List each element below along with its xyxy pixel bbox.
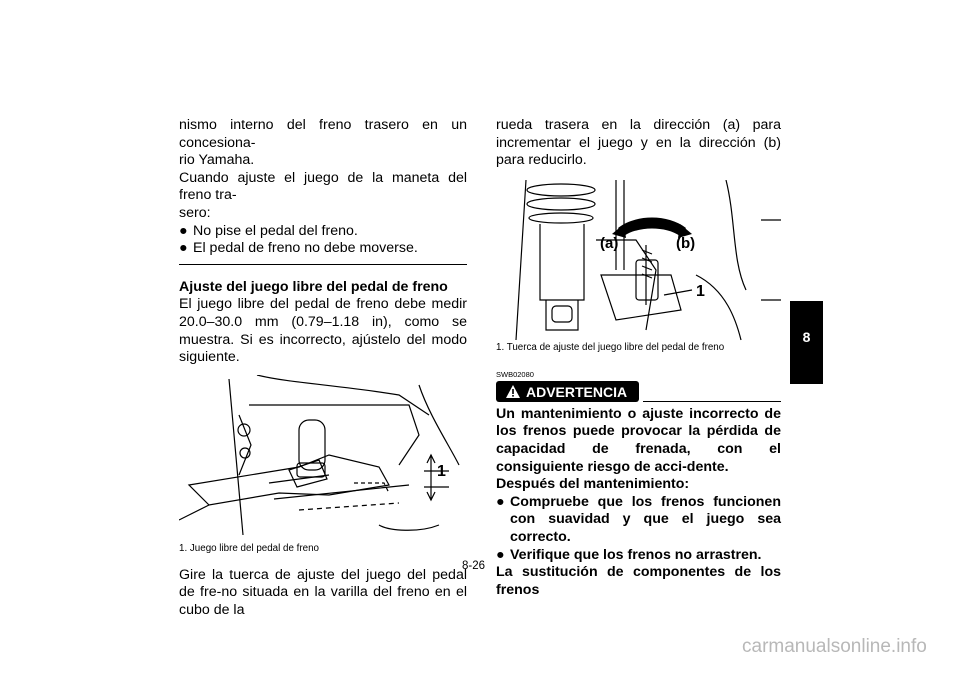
left-column xyxy=(179,117,467,620)
figure-caption: 1. Tuerca de ajuste del juego libre del pedal de freno xyxy=(496,341,725,353)
divider xyxy=(643,401,781,402)
paragraph-line: nismo interno del freno trasero en un concesiona- xyxy=(179,117,467,151)
figure-label-1: 1 xyxy=(696,282,705,300)
list-item: ● No pise el pedal del freno. xyxy=(179,222,358,239)
bullet-icon: ● xyxy=(179,240,188,257)
brake-pedal-figure xyxy=(179,375,467,543)
warning-triangle-icon xyxy=(506,385,520,398)
figure-label-a: (a) xyxy=(600,234,619,252)
figure-label-b: (b) xyxy=(676,234,696,252)
warning-code: SWB02080 xyxy=(496,369,534,379)
list-item: ● Compruebe que los frenos funcionen con suavidad y que el juego sea correcto. xyxy=(496,493,781,545)
paragraph: Gire la tuerca de ajuste del juego del pedal de fre-no situada en la varilla del freno en el cubo de la xyxy=(179,566,467,618)
figure-label: 1 xyxy=(437,462,446,480)
bullet-icon: ● xyxy=(496,546,505,563)
bullet-icon: ● xyxy=(496,493,505,510)
watermark: carmanualsonline.info xyxy=(742,636,927,657)
paragraph: rueda trasera en la dirección (a) para incrementar el juego y en la dirección (b) para reducirlo. xyxy=(496,117,781,169)
adjust-nut-illustration xyxy=(496,180,781,342)
section-heading: Ajuste del juego libre del pedal de freno xyxy=(179,278,448,295)
warning-paragraph: Después del mantenimiento: xyxy=(496,476,690,493)
paragraph-line: Cuando ajuste el juego de la maneta del freno tra- xyxy=(179,169,467,204)
page-number: 8-26 xyxy=(462,560,486,572)
warning-paragraph: Un mantenimiento o ajuste incorrecto de los frenos puede provocar la pérdida de capacidad de frenada, con el consiguiente riesgo de acci-dente. xyxy=(496,405,781,475)
list-item: ● Verifique que los frenos no arrastren. xyxy=(496,546,762,563)
warning-paragraph: La sustitución de componentes de los frenos xyxy=(496,564,781,598)
list-item: ● El pedal de freno no debe moverse. xyxy=(179,240,418,257)
brake-pedal-illustration xyxy=(179,375,467,543)
paragraph-line: sero: xyxy=(179,204,211,221)
right-column xyxy=(496,117,781,599)
bullet-icon: ● xyxy=(179,222,188,239)
warning-badge xyxy=(496,381,639,402)
figure-caption: 1. Juego libre del pedal de freno xyxy=(179,542,319,554)
paragraph: El juego libre del pedal de freno debe medir 20.0–30.0 mm (0.79–1.18 in), como se muestra. Si es incorrecto, ajústelo del modo siguiente. xyxy=(179,296,467,366)
adjust-nut-figure xyxy=(496,180,781,342)
paragraph-line: rio Yamaha. xyxy=(179,152,255,169)
divider xyxy=(179,264,467,265)
chapter-tab: 8 xyxy=(790,301,823,384)
warning-title: ADVERTENCIA xyxy=(526,383,628,400)
warning-header xyxy=(496,381,781,402)
